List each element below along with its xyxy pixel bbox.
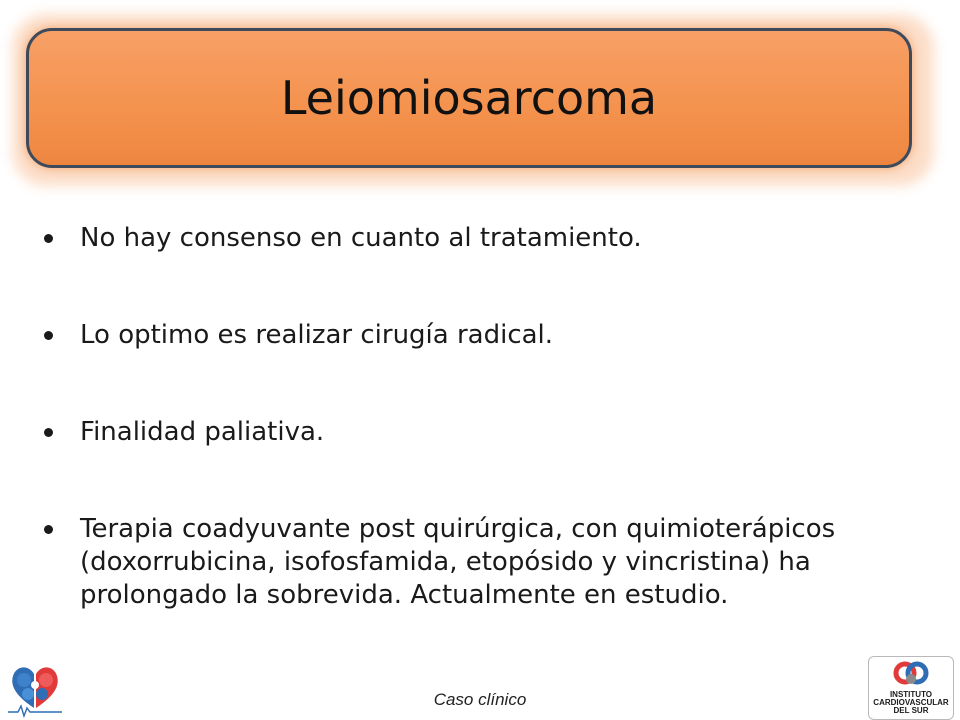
title-banner — [26, 28, 912, 168]
institute-line1: INSTITUTO — [889, 690, 933, 699]
bullet-text: Lo optimo es realizar cirugía radical. — [80, 320, 554, 350]
bullet-list — [44, 222, 924, 612]
bullet-dot-icon — [44, 428, 53, 437]
bullet-dot-icon — [44, 331, 53, 340]
bullet-item — [44, 319, 924, 352]
bullet-dot-icon — [44, 525, 53, 534]
bullet-text: Terapia coadyuvante post quirúrgica, con quimioterápicos (doxorrubicina, isofosfamida, etopósido y vincristina) ha prolongado la sobrevida. Actualmente en estudio. — [80, 514, 836, 610]
bullet-item — [44, 416, 924, 449]
bullet-text: No hay consenso en cuanto al tratamiento. — [80, 223, 642, 253]
institute-line3: DEL SUR — [893, 706, 929, 715]
bullet-dot-icon — [44, 234, 53, 243]
bullet-item — [44, 222, 924, 255]
slide-title: Leiomiosarcoma — [280, 71, 658, 125]
institute-line2: CARDIOVASCULAR — [873, 698, 949, 707]
bullet-text: Finalidad paliativa. — [80, 417, 325, 447]
institute-logo — [868, 656, 954, 720]
bullet-item — [44, 513, 924, 612]
slide-footer: Caso clínico — [433, 690, 527, 709]
institute-mark-icon — [869, 657, 954, 691]
